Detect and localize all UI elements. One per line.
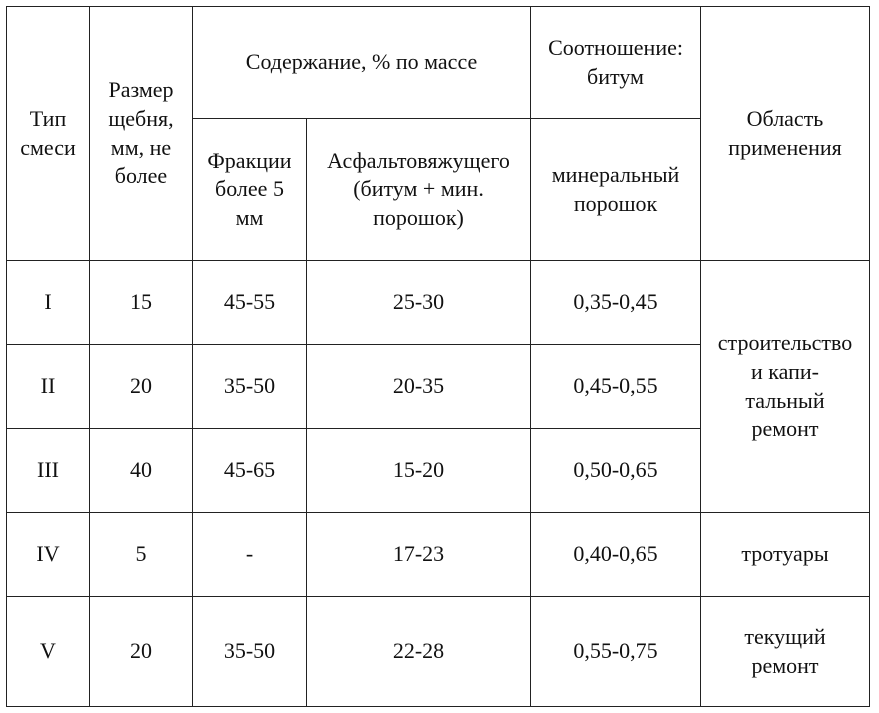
- table-row: [7, 597, 870, 707]
- asphalt-mix-table: [6, 6, 870, 707]
- header-binder: Асфальтовяжущего (битум + мин. порошок): [307, 119, 531, 261]
- table-row: [7, 261, 870, 345]
- header-content: Содержание, % по массе: [193, 7, 531, 119]
- cell-type: IV: [7, 513, 90, 597]
- cell-binder: 15-20: [307, 429, 531, 513]
- table-row: [7, 513, 870, 597]
- cell-area-current-repair: текущий ремонт: [701, 597, 870, 707]
- cell-type: V: [7, 597, 90, 707]
- cell-binder: 20-35: [307, 345, 531, 429]
- cell-size: 15: [90, 261, 193, 345]
- cell-fractions: 45-55: [193, 261, 307, 345]
- cell-fractions: 35-50: [193, 597, 307, 707]
- cell-size: 5: [90, 513, 193, 597]
- header-ratio-bitumen: Соотношение: битум: [531, 7, 701, 119]
- header-fractions: Фракции более 5 мм: [193, 119, 307, 261]
- cell-size: 20: [90, 597, 193, 707]
- cell-fractions: -: [193, 513, 307, 597]
- cell-fractions: 45-65: [193, 429, 307, 513]
- cell-ratio: 0,45-0,55: [531, 345, 701, 429]
- cell-size: 40: [90, 429, 193, 513]
- cell-ratio: 0,50-0,65: [531, 429, 701, 513]
- header-aggregate-size: Размер щебня, мм, не более: [90, 7, 193, 261]
- cell-ratio: 0,40-0,65: [531, 513, 701, 597]
- cell-type: II: [7, 345, 90, 429]
- cell-binder: 25-30: [307, 261, 531, 345]
- cell-ratio: 0,35-0,45: [531, 261, 701, 345]
- header-row-1: [7, 7, 870, 119]
- cell-binder: 22-28: [307, 597, 531, 707]
- cell-area-sidewalks: тротуары: [701, 513, 870, 597]
- header-ratio-mineral-powder: минеральный порошок: [531, 119, 701, 261]
- cell-area-construction: строительство и капи- тальный ремонт: [701, 261, 870, 513]
- cell-type: III: [7, 429, 90, 513]
- cell-size: 20: [90, 345, 193, 429]
- cell-fractions: 35-50: [193, 345, 307, 429]
- cell-type: I: [7, 261, 90, 345]
- cell-ratio: 0,55-0,75: [531, 597, 701, 707]
- cell-binder: 17-23: [307, 513, 531, 597]
- header-mix-type: Тип смеси: [7, 7, 90, 261]
- header-application-area: Область применения: [701, 7, 870, 261]
